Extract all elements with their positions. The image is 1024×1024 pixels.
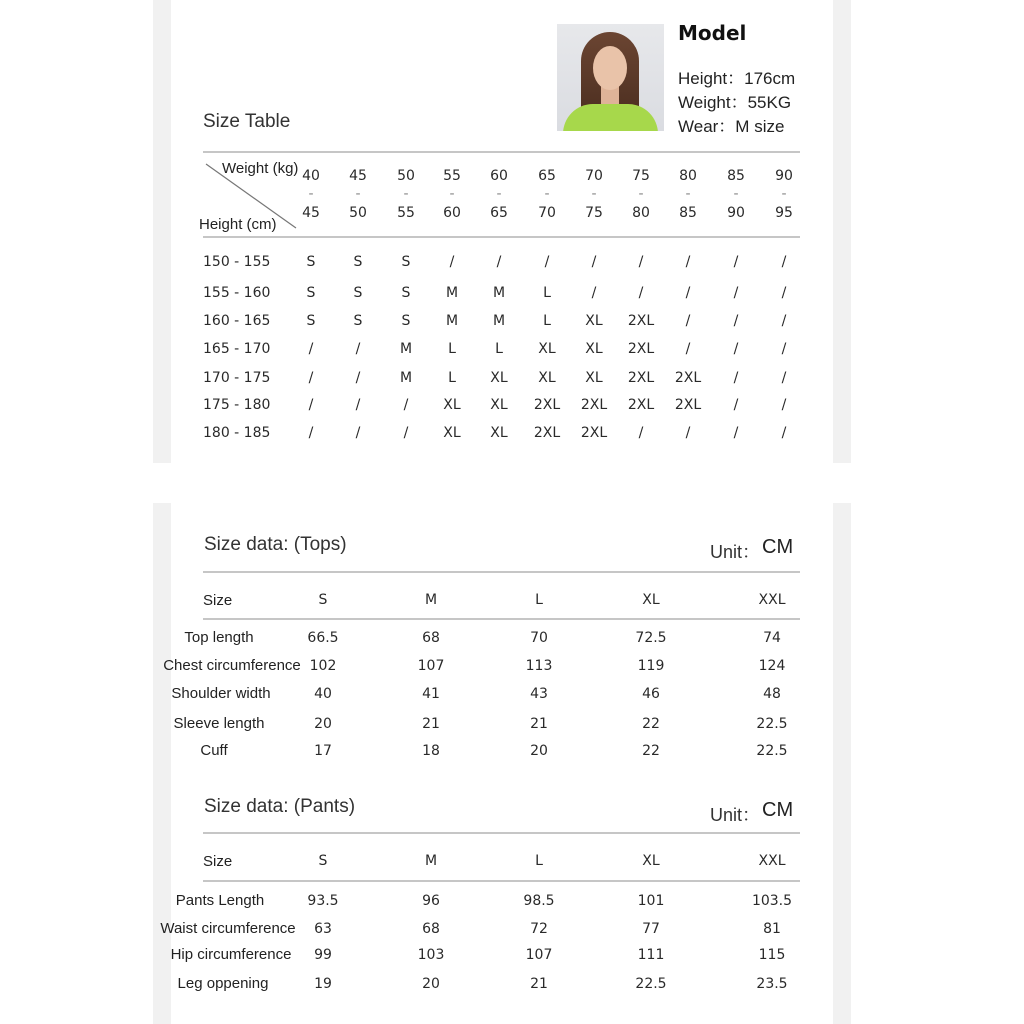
size-cell: / (685, 285, 691, 301)
measurement-value: 22.5 (756, 716, 788, 732)
weight-range-start: 70 (585, 168, 603, 184)
size-cell: 2XL (627, 370, 655, 386)
measurement-value: 23.5 (756, 976, 788, 992)
weight-range-start: 90 (775, 168, 793, 184)
size-column-header: M (424, 853, 438, 869)
size-column-header: XXL (758, 853, 786, 869)
size-cell: XL (490, 397, 508, 413)
weight-range-end: 75 (585, 205, 603, 221)
size-cell: S (353, 285, 363, 301)
size-cell: / (638, 254, 644, 270)
height-axis-label: Height (cm) (199, 216, 277, 233)
pants-unit-label: Unit： (710, 805, 761, 825)
size-cell: 2XL (674, 397, 702, 413)
size-cell: L (448, 341, 456, 357)
measurement-value: 21 (422, 716, 440, 732)
size-cell: XL (538, 370, 556, 386)
measurement-value: 63 (314, 921, 332, 937)
weight-range-start: 80 (679, 168, 697, 184)
weight-range-start: 45 (349, 168, 367, 184)
measurement-value: 40 (314, 686, 332, 702)
measurement-value: 20 (422, 976, 440, 992)
weight-range-end: 45 (302, 205, 320, 221)
weight-range-start: 85 (727, 168, 745, 184)
weight-range-end: 95 (775, 205, 793, 221)
measurement-value: 46 (642, 686, 660, 702)
height-range-label: 175 - 180 (203, 397, 271, 413)
size-table-top-rule (203, 151, 800, 153)
size-cell: / (685, 425, 691, 441)
size-cell: / (355, 370, 361, 386)
size-cell: / (685, 254, 691, 270)
measurement-value: 20 (530, 743, 548, 759)
size-cell: S (306, 285, 316, 301)
measurement-label: Pants Length (175, 892, 265, 909)
size-cell: / (403, 425, 409, 441)
size-cell: / (308, 397, 314, 413)
measurement-value: 74 (763, 630, 781, 646)
measurement-value: 41 (422, 686, 440, 702)
measurement-label: Sleeve length (173, 715, 265, 732)
size-cell: 2XL (580, 397, 608, 413)
size-table-title: Size Table (203, 111, 291, 132)
size-cell: S (353, 254, 363, 270)
size-column-header: XL (642, 853, 660, 869)
measurement-value: 21 (530, 716, 548, 732)
measurement-value: 72.5 (635, 630, 667, 646)
measurement-value: 22 (642, 743, 660, 759)
size-cell: S (353, 313, 363, 329)
weight-range-start: 65 (538, 168, 556, 184)
size-cell: L (543, 285, 551, 301)
measurement-label: Cuff (200, 742, 228, 759)
size-cell: / (733, 370, 739, 386)
size-cell: S (306, 254, 316, 270)
measurement-value: 119 (637, 658, 665, 674)
measurement-value: 22 (642, 716, 660, 732)
size-cell: / (355, 397, 361, 413)
measurement-value: 19 (314, 976, 332, 992)
right-margin-top (833, 0, 851, 463)
height-range-label: 160 - 165 (203, 313, 271, 329)
measurement-label: Chest circumference (163, 657, 301, 674)
model-photo (557, 24, 664, 131)
weight-range-dash: - (638, 186, 644, 202)
size-cell: L (543, 313, 551, 329)
pants-title: Size data: (Pants) (204, 796, 356, 817)
size-cell: XL (585, 370, 603, 386)
size-cell: L (448, 370, 456, 386)
size-cell: / (733, 254, 739, 270)
measurement-label: Shoulder width (171, 685, 271, 702)
weight-range-start: 60 (490, 168, 508, 184)
size-cell: M (445, 313, 459, 329)
measurement-value: 48 (763, 686, 781, 702)
weight-range-dash: - (449, 186, 455, 202)
measurement-value: 68 (422, 921, 440, 937)
size-cell: XL (490, 425, 508, 441)
measurement-value: 107 (525, 947, 553, 963)
weight-range-end: 50 (349, 205, 367, 221)
measurement-label: Top length (184, 629, 254, 646)
size-cell: S (401, 285, 411, 301)
model-height: Height：176cm (678, 69, 796, 88)
size-cell: / (733, 425, 739, 441)
measurement-value: 113 (525, 658, 553, 674)
tops-title: Size data: (Tops) (204, 534, 347, 555)
weight-range-end: 60 (443, 205, 461, 221)
size-cell: / (733, 285, 739, 301)
measurement-value: 68 (422, 630, 440, 646)
weight-range-end: 80 (632, 205, 650, 221)
size-cell: M (445, 285, 459, 301)
size-cell: XL (585, 341, 603, 357)
right-margin-bottom (833, 503, 851, 1024)
measurement-label: Hip circumference (170, 946, 292, 963)
measurement-value: 111 (637, 947, 665, 963)
measurement-value: 81 (763, 921, 781, 937)
tops-top-rule (203, 571, 800, 573)
pants-unit-value: CM (762, 799, 794, 821)
size-cell: / (591, 254, 597, 270)
size-column-header: M (424, 592, 438, 608)
measurement-value: 96 (422, 893, 440, 909)
size-column-header: Size (203, 592, 233, 609)
weight-range-start: 55 (443, 168, 461, 184)
size-cell: / (733, 341, 739, 357)
measurement-value: 99 (314, 947, 332, 963)
size-cell: / (355, 425, 361, 441)
measurement-value: 17 (314, 743, 332, 759)
weight-range-dash: - (544, 186, 550, 202)
measurement-value: 70 (530, 630, 548, 646)
model-heading: Model (678, 21, 747, 45)
size-cell: / (733, 397, 739, 413)
height-range-label: 150 - 155 (203, 254, 271, 270)
size-cell: M (492, 285, 506, 301)
size-column-header: S (318, 853, 328, 869)
size-cell: 2XL (627, 397, 655, 413)
weight-range-end: 90 (727, 205, 745, 221)
size-cell: / (308, 341, 314, 357)
size-column-header: S (318, 592, 328, 608)
measurement-value: 115 (758, 947, 786, 963)
measurement-value: 22.5 (635, 976, 667, 992)
size-cell: S (401, 313, 411, 329)
weight-range-end: 70 (538, 205, 556, 221)
size-cell: / (781, 285, 787, 301)
size-cell: / (781, 397, 787, 413)
size-column-header: L (535, 592, 543, 608)
measurement-value: 43 (530, 686, 548, 702)
model-wear: Wear：M size (678, 117, 785, 136)
left-margin-bottom (153, 503, 171, 1024)
size-cell: 2XL (627, 341, 655, 357)
size-cell: / (403, 397, 409, 413)
size-cell: 2XL (580, 425, 608, 441)
weight-range-dash: - (781, 186, 787, 202)
size-column-header: Size (203, 853, 233, 870)
measurement-value: 66.5 (307, 630, 339, 646)
size-cell: / (781, 254, 787, 270)
measurement-value: 103.5 (751, 893, 793, 909)
weight-range-dash: - (355, 186, 361, 202)
measurement-value: 21 (530, 976, 548, 992)
model-weight: Weight：55KG (678, 93, 792, 112)
size-cell: XL (538, 341, 556, 357)
size-cell: L (495, 341, 503, 357)
weight-axis-label: Weight (kg) (222, 160, 299, 177)
size-cell: 2XL (627, 313, 655, 329)
size-cell: S (306, 313, 316, 329)
pants-top-rule (203, 832, 800, 834)
size-cell: XL (443, 397, 461, 413)
size-cell: M (492, 313, 506, 329)
size-cell: / (308, 370, 314, 386)
measurement-value: 20 (314, 716, 332, 732)
size-cell: / (781, 370, 787, 386)
weight-range-start: 75 (632, 168, 650, 184)
weight-range-start: 40 (302, 168, 320, 184)
measurement-label: Leg oppening (177, 975, 269, 992)
height-range-label: 170 - 175 (203, 370, 271, 386)
measurement-value: 103 (417, 947, 445, 963)
tops-unit-value: CM (762, 536, 794, 558)
size-column-header: XL (642, 592, 660, 608)
measurement-value: 101 (637, 893, 665, 909)
size-cell: M (399, 341, 413, 357)
size-cell: / (781, 425, 787, 441)
weight-range-dash: - (685, 186, 691, 202)
size-cell: / (733, 313, 739, 329)
measurement-value: 107 (417, 658, 445, 674)
weight-range-dash: - (496, 186, 502, 202)
weight-range-start: 50 (397, 168, 415, 184)
size-cell: / (544, 254, 550, 270)
size-cell: / (591, 285, 597, 301)
size-table-header-rule (203, 236, 800, 238)
size-cell: / (638, 425, 644, 441)
pants-header-rule (203, 880, 800, 882)
weight-range-dash: - (308, 186, 314, 202)
size-cell: XL (443, 425, 461, 441)
measurement-value: 93.5 (307, 893, 339, 909)
height-range-label: 165 - 170 (203, 341, 271, 357)
measurement-label: Waist circumference (160, 920, 296, 937)
size-cell: / (308, 425, 314, 441)
left-margin-top (153, 0, 171, 463)
height-range-label: 155 - 160 (203, 285, 271, 301)
weight-range-end: 55 (397, 205, 415, 221)
size-cell: XL (585, 313, 603, 329)
size-cell: / (781, 313, 787, 329)
measurement-value: 72 (530, 921, 548, 937)
size-cell: 2XL (674, 370, 702, 386)
size-column-header: XXL (758, 592, 786, 608)
measurement-value: 124 (758, 658, 786, 674)
measurement-value: 18 (422, 743, 440, 759)
weight-range-dash: - (733, 186, 739, 202)
size-cell: / (685, 313, 691, 329)
measurement-value: 98.5 (523, 893, 555, 909)
size-column-header: L (535, 853, 543, 869)
tops-header-rule (203, 618, 800, 620)
size-cell: / (496, 254, 502, 270)
size-cell: S (401, 254, 411, 270)
weight-range-end: 65 (490, 205, 508, 221)
size-cell: / (781, 341, 787, 357)
height-range-label: 180 - 185 (203, 425, 271, 441)
weight-range-dash: - (591, 186, 597, 202)
size-cell: XL (490, 370, 508, 386)
size-cell: / (685, 341, 691, 357)
measurement-value: 22.5 (756, 743, 788, 759)
size-cell: M (399, 370, 413, 386)
weight-range-dash: - (403, 186, 409, 202)
size-cell: / (449, 254, 455, 270)
weight-range-end: 85 (679, 205, 697, 221)
measurement-value: 102 (309, 658, 337, 674)
size-cell: 2XL (533, 397, 561, 413)
measurement-value: 77 (642, 921, 660, 937)
size-cell: 2XL (533, 425, 561, 441)
tops-unit-label: Unit： (710, 542, 761, 562)
size-cell: / (638, 285, 644, 301)
size-cell: / (355, 341, 361, 357)
